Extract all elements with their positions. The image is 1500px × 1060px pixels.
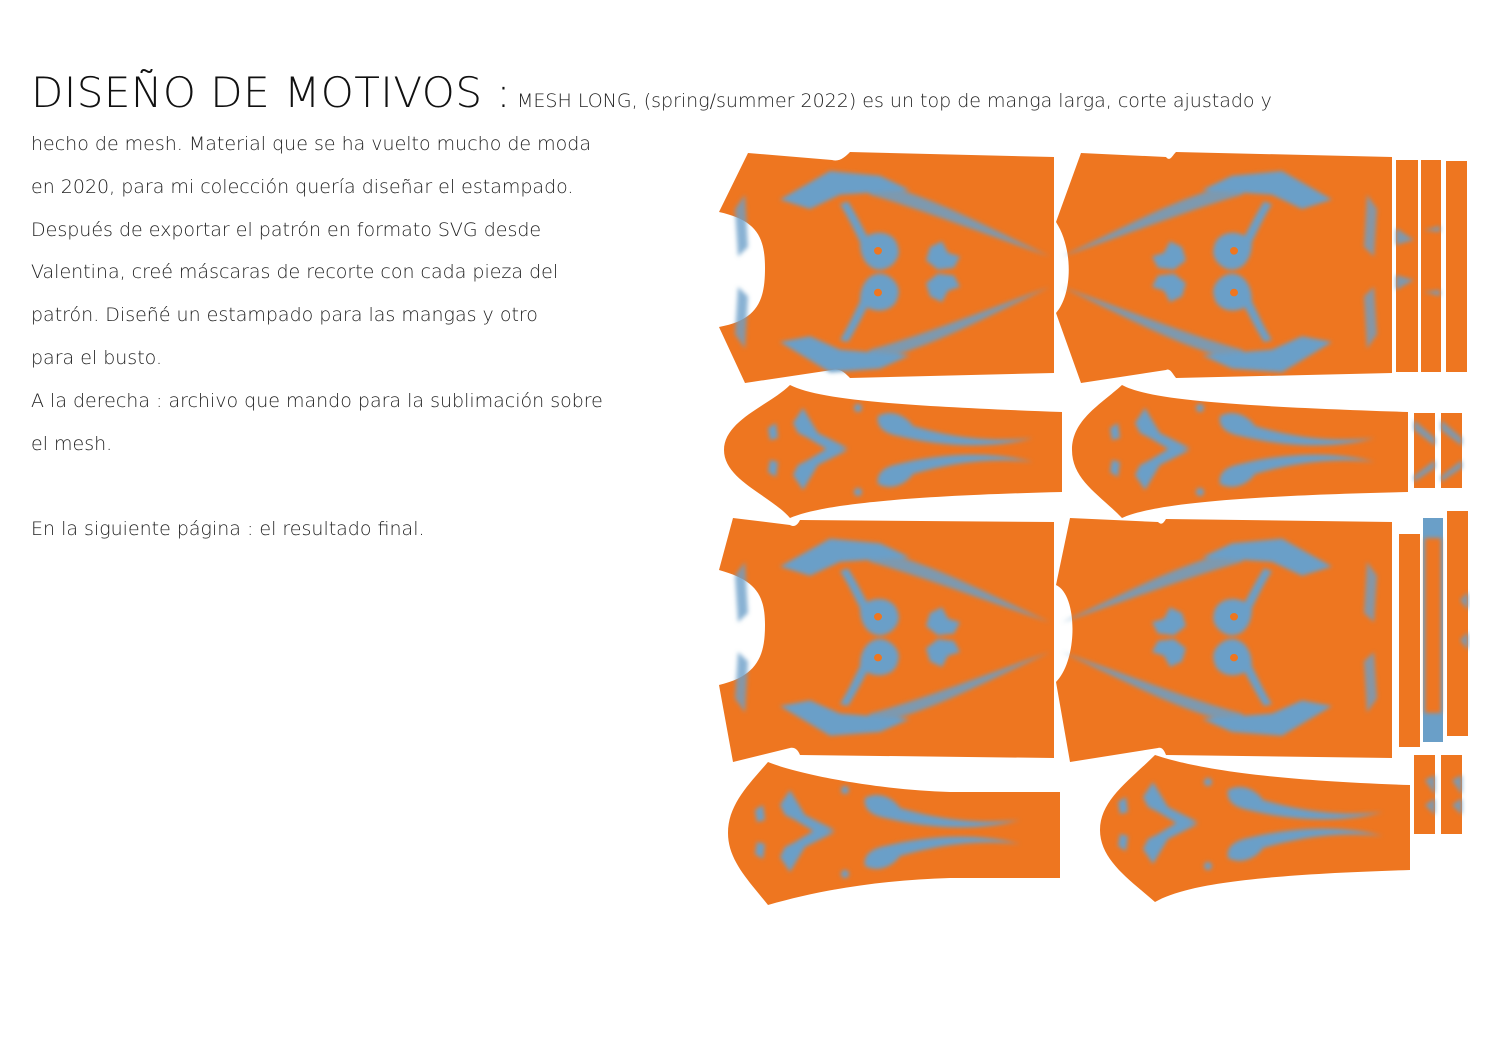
title-subtitle: MESH LONG, (spring/summer 2022) es un top de manga larga, corte ajustado y	[517, 90, 1272, 112]
closing-line: En la siguiente página : el resultado final.	[31, 518, 425, 541]
text-line: para el busto.	[31, 346, 162, 369]
sleeve-1	[724, 385, 1062, 518]
back-bodice-1	[1056, 152, 1392, 383]
sleeve-2	[1072, 385, 1408, 518]
sleeve-3	[728, 762, 1060, 905]
sleeve-4	[1100, 755, 1410, 902]
text-line: patrón. Diseñé un estampado para las mangas y otro	[31, 304, 538, 327]
description-text	[31, 123, 691, 551]
front-bodice-1	[719, 152, 1054, 383]
text-line: en 2020, para mi colección quería diseñar el estampado.	[31, 175, 574, 198]
text-line: Después de exportar el patrón en formato SVG desde	[31, 218, 542, 241]
front-bodice-2	[719, 518, 1054, 762]
back-bodice-2	[1056, 518, 1392, 762]
page-heading	[31, 68, 1272, 117]
text-line: A la derecha : archivo que mando para la sublimación sobre	[31, 389, 603, 412]
text-line: hecho de mesh. Material que se ha vuelto mucho de moda	[31, 133, 591, 155]
page-title: DISEÑO DE MOTIVOS :	[31, 68, 512, 117]
text-line: el mesh.	[31, 432, 113, 455]
text-line: Valentina, creé máscaras de recorte con cada pieza del	[31, 261, 559, 284]
